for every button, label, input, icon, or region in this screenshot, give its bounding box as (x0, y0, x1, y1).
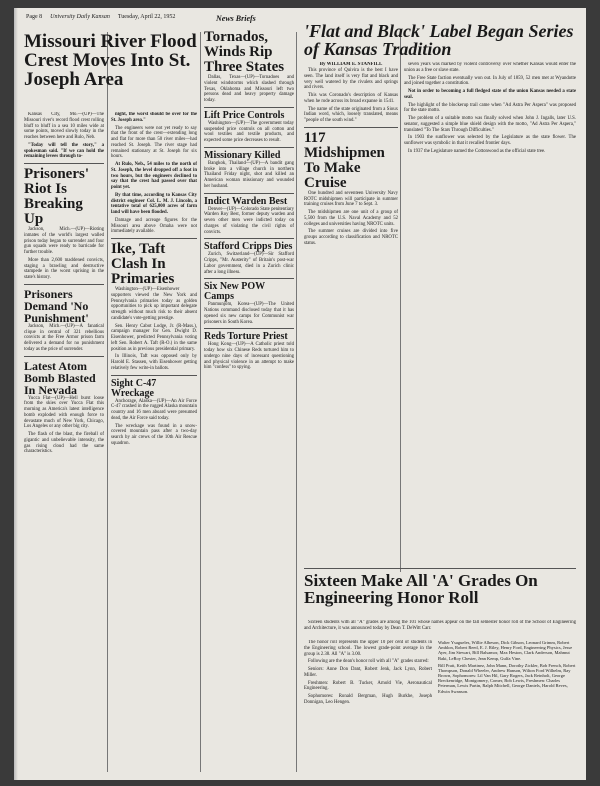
divider (24, 284, 104, 285)
column-3-news-briefs (204, 30, 294, 774)
article-text: Seniors: Anne Don Dant, Robert Jenk, Jack Lynn, Robert Miller. (304, 667, 432, 678)
article-text: In Illinois, Taft was opposed only by Harold E. Stassen, with Eisenhower getting relatively few write-in ballots. (111, 354, 197, 371)
paper-name: University Daily Kansan (50, 14, 110, 20)
divider (204, 107, 294, 108)
article-text: In 1937 the Legislature named the Cottonwood as the official state tree. (408, 148, 546, 154)
newspaper-page (14, 8, 586, 780)
article-text: More than 2,600 maddened convicts, staging a brawling and destructive stampede in the worst uprising in the state's history. (24, 257, 104, 280)
article-text: Denver—(UP)—Colorado State penitentiary Warden Roy Best, former deputy warden and seven other men were indicted today on charges of violating the civil rights of convicts. (204, 206, 294, 235)
column-rule (200, 32, 201, 772)
divider (24, 163, 104, 164)
article-text: Damage and acreage figures for the Missouri area above Omaha were not immediately available. (111, 217, 197, 235)
article-text: The name of the state originated from a Sioux Indian word, which, loosely translated, means "people of the south wind." (304, 106, 398, 123)
flood-article-head (24, 32, 198, 112)
article-text: Sixteen students with all "A" grades are among the 101 whose names appear on the fall semester honor roll of the School of Engineering and Architecture, it was announced today by Dean T. DeWitt Carr. (304, 620, 576, 631)
article-text: The highlight of the blockerup trail came when "Ad Astra Per Aspera" was proposed for the state motto. (404, 102, 576, 114)
name-list: Bill Pratt, Keith Martinez, John Mann, Dorothy Zickler, Bob French, Robert Thompson, Donald Wheeler, Andrew Hanson, Wilton Ford Wilhelm, Ray Brown, Sophomores: Lil Van Hil, Gary Rogers, Jack Reinholt, George Breckenridge, Montgomery, Comer, Bob Lewis, Freshmen: Charles Peterman, Lewis Partin, Ralph Mitchell, George Daniels, Harold Reves, Edwin Swanson. (438, 662, 576, 694)
article-text: Sophomores: Ronald Bergman, Hugh Burkhe, Joseph Donnigan, Leo Hengen. (304, 694, 432, 705)
article-text: Yucca Flat—(UP)—Hell burst loose from the skies over Yucca Flat this morning as America's latest intelligence bomb exploded with enough force to devastate much of New York, Chicago, Los Angeles or any other big city. (24, 395, 104, 430)
headline-price-controls: Lift Price Controls (204, 109, 285, 121)
article-text: The summer cruises are divided into five groups according to classification and NROTC status. (304, 229, 398, 246)
article-text: By that time, according to Kansas City district engineer Col. L. M. J. Lincoln, a tentative total of 625,000 acres of farm land will have been flooded. (111, 192, 197, 215)
divider (204, 193, 294, 194)
byline: By WILLIAM E. STANFILL (319, 62, 383, 67)
article-text: Washington—(UP)—Eisenhower supporters viewed the New York and Pennsylvania primaries today as golden opportunities to pick up important delegate strength without much risk to their absent candidate's vote-getting prestige. (111, 287, 197, 321)
column-1 (24, 112, 104, 774)
divider (204, 328, 294, 329)
headline-prisoners-riot: Prisoners' Riot Is Breaking Up (24, 166, 89, 227)
name-list: Walter Ysagueles, Willie Albeson, Dick Gibson, Leonard Grimm, Robert Amblon, Robert Reed, E. J. Riley, Henry Ford, Engineering Physics, Jesse Ayer, Jim Stewart, Bill Balsamor, Max Heston, Clark Anderson, Mahmut Baki, LeRoy Chester, Jean Kemp, Gulfa Vine. (438, 640, 573, 661)
article-text: Sen. Henry Cabot Lodge, Jr. (R-Mass.), campaign manager for Gen. Dwight D. Eisenhower, predicted Pennsylvania voting left Sen. Robert A. Taft (R-O.) in the same position as in previous presidential primary. (111, 323, 197, 352)
article-text: Not in order to becoming a full fledged state of the union Kansas needed a state seal. (404, 89, 576, 100)
headline-kansas-tradition: 'Flat and Black' Label Began Series of Kansas Tradition (304, 22, 574, 59)
article-text: Jackson, Mich.—(UP)—A fanatical clique in central of 321 rebellious convicts at the Free Armor prison farm delivered a demand for no punishment today as the price of surrender. (24, 323, 104, 352)
column-rule (400, 32, 401, 572)
page-number: Page 8 (26, 14, 43, 20)
article-text: The wreckage was found in a snow-covered mountain pass after a two-day search by air crews of the 10th Air Rescue squadron. (111, 423, 197, 446)
divider (111, 375, 197, 376)
article-text: Hong Kong—(UP)—A Catholic priest told today how six Chinese Reds tortured him to undergo nine days of incessant questioning and physical violence in an attempt to make him "confess" to spying. (204, 342, 294, 371)
article-text: The Free State faction eventually won out. In July of 1859, 52 men met at Wyandotte and joined together a constitution. (404, 75, 576, 87)
article-text: night, the worst should be over for the St. Joseph area." (111, 112, 197, 123)
divider (204, 238, 294, 239)
article-text: "Today will tell the story," a spokesman said. "If we can hold the remaining levees through to- (24, 142, 104, 160)
article-text: This province of Quivira is the best I have seen. The land itself is very flat and black and very well watered by the rivulets and springs and rivers. (304, 68, 398, 91)
article-text: Jackson, Mich.—(UP)—Rioting inmates of the world's largest walled prison today began to surrender and four gun squads were ready to barricade for further trouble. (24, 227, 104, 255)
headline-pow-camps: Six New POW Camps (204, 281, 265, 303)
article-text: The midshipmen are one unit of a group of 5,500 from the U.S. Naval Academy and 52 colleges and universities having NROTC units. (304, 210, 398, 227)
divider (111, 238, 197, 239)
headline-c47: Sight C-47 Wreckage (111, 377, 157, 399)
headline-tornados: Tornados, Winds Rip Three States (204, 30, 285, 75)
headline-atom-bomb: Latest Atom Bomb Blasted In Nevada (24, 358, 96, 397)
divider (204, 278, 294, 279)
article-text: seven years was marked by violent controversy over whether Kansas would enter the union as a free or slave state. (404, 62, 576, 73)
news-briefs-title: News Briefs (216, 14, 256, 23)
headline-midshipmen: 117 Midshipmen To Make Cruise (304, 129, 385, 191)
article-text: Dallas, Texas—(UP)—Tornadoes and violent windstorms which slashed through Texas, Oklahoma and Missouri left two persons dead and heavy property damage today. (204, 75, 294, 103)
article-text: Freshmen: Robert B. Tucker, Arnold Vie, Aeronautical Engineering. (304, 680, 432, 692)
article-text: The engineers were not yet ready to say that the front of the crest—extending long and flat for more than 50 river miles—had reached St. Joseph. The river stage had remained stationary at St. Joseph for six hours. (111, 125, 197, 160)
column-4 (304, 62, 398, 562)
kansas-article-head (304, 22, 576, 62)
column-rule (107, 32, 108, 772)
headline-cripps: Stafford Cripps Dies (204, 241, 293, 253)
article-text: Washington—(UP)—The government today suspended price controls on all cotton and wool textiles and textile products, and expected some price decreases to result. (204, 120, 294, 143)
issue-date: Tuesday, April 22, 1952 (117, 14, 176, 20)
headline-flood: Missouri River Flood Crest Moves Into St. Joseph Area (24, 32, 197, 90)
article-text: This was Coronado's description of Kansas when he rode across its broad expanse in 1541. (304, 93, 398, 104)
article-text: In 1903 the sunflower was selected by the Legislature as the state flower. The sunflower was symbolic in that it recalled frontier days. (404, 135, 576, 146)
headline-prisoners-demand: Prisoners Demand 'No Punishment' (24, 286, 89, 325)
article-text: Kansas City, Mo.—(UP)—The Missouri river's record flood crest rolling bluff to bluff in a sea 10 miles wide at some points, moved slowly today in the reaches between here and Rulo, Neb. (24, 112, 104, 140)
headline-priest: Reds Torture Priest (204, 331, 288, 343)
article-text: Bangkok, Thailand—(UP)—A bandit gang broke into a village church in northern Thailand Friday night, shot and killed an American woman missionary and wounded her husband. (204, 160, 294, 189)
headline-honor-roll: Sixteen Make All 'A' Grades On Engineering Honor Roll (304, 571, 538, 607)
article-text: The flash of the blast, the fireball of gigantic and unbelievable intensity, the gas rising cloud had the same characteristics. (24, 432, 104, 455)
page-gutter-shadow (14, 8, 18, 780)
headline-missionary: Missionary Killed (204, 149, 281, 161)
article-text: Panmunjom, Korea—(UP)—The United Nations command disclosed today that it has opened six new camps for Communist war prisoners in South Korea. (204, 302, 294, 325)
column-5 (404, 62, 576, 562)
article-text: One hundred and seventeen University Navy ROTC midshipmen will participate in summer training cruises from June 7 to Sept. 3. (304, 190, 398, 208)
honor-roll-head (304, 568, 576, 618)
article-text: At Rulo, Neb., 54 miles to the north of St. Joseph, the level dropped off a foot in two hours, but the engineers declined to say that the crest had passed over that point yet. (111, 162, 197, 190)
headline-warden: Indict Warden Best (204, 195, 288, 207)
article-text: Anchorage, Alaska—(UP)—An Air Force C-47 crashed in the rugged Alaska mountain country and 16 men aboard were presumed dead, the Air Force said today. (111, 398, 197, 421)
divider (24, 356, 104, 357)
divider (204, 147, 294, 148)
headline-ike-taft: Ike, Taft Clash In Primaries (111, 241, 175, 287)
column-rule (296, 32, 297, 772)
article-text: The honor roll represents the upper 10 per cent of students in the Engineering school. The lowest grade-point average in the group is 2.38. All "A" is 3.00. (304, 640, 432, 657)
column-2 (111, 112, 197, 774)
honor-roll-names (438, 640, 576, 772)
article-text: The problem of a suitable motto was finally solved when John J. Ingalls, later U.S. senator, suggested a simple blue shield design with the motto, "Ad Astra Per Aspera," translated "To The Stars Through Difficulties." (404, 116, 576, 133)
article-text: Zurich, Switzerland—(UP)—Sir Stafford Cripps, "Mr. Austerity" of Britain's post-war Labor government, died in a Zurich clinic after a long illness. (204, 252, 294, 275)
honor-roll-text (304, 640, 432, 772)
honor-roll-lede (304, 620, 576, 638)
article-text: Following are the dean's honor roll with all "A" grades starred: (308, 659, 429, 665)
divider (304, 127, 398, 128)
